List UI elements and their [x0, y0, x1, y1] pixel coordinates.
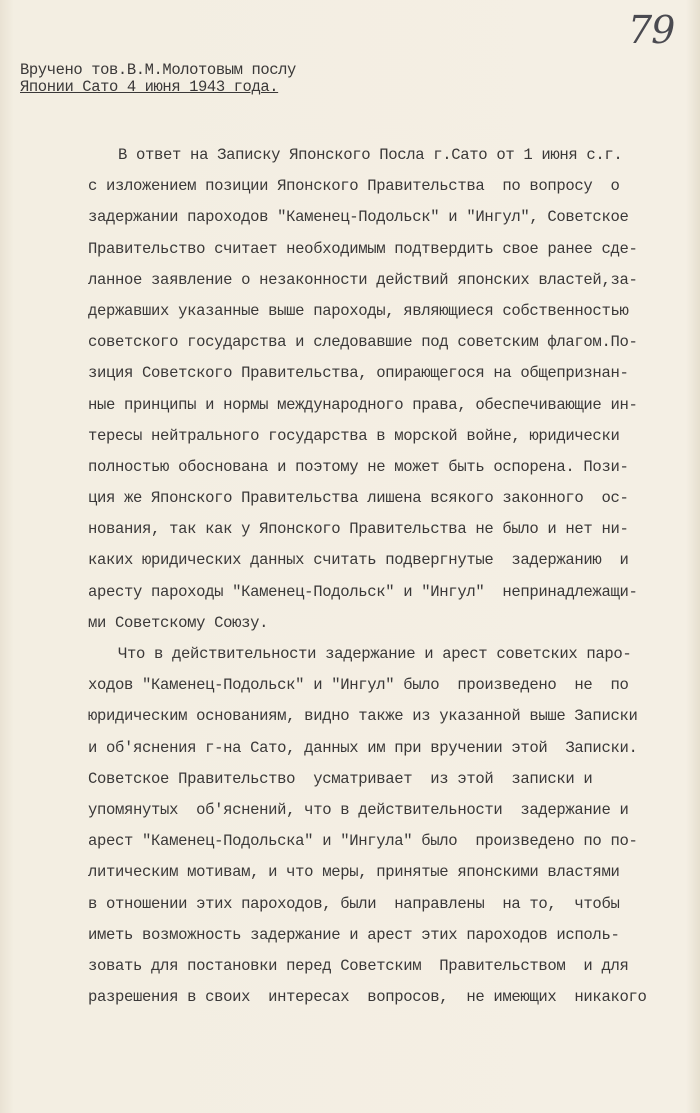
body-line: иметь возможность задержание и арест этих пароходов исполь- [88, 925, 620, 944]
body-line: и об'яснения г-на Сато, данных им при вручении этой Записки. [88, 738, 638, 757]
body-line: нования, так как у Японского Правительства не было и нет ни- [88, 520, 629, 539]
body-line: Советское Правительство усматривает из этой записки и [88, 769, 593, 788]
body-line: ми Советскому Союзу. [88, 613, 269, 632]
body-line: разрешения в своих интересах вопросов, не имеющих никакого [88, 988, 647, 1007]
body-line: зиция Советского Правительства, опирающегося на общепризнан- [88, 364, 629, 383]
body-line: в отношении этих пароходов, были направлены на то, чтобы [88, 894, 620, 913]
body-line: зовать для постановки перед Советским Правительством и для [88, 956, 629, 975]
body-line: юридическим основаниям, видно также из указанной выше Записки [88, 707, 638, 726]
body-line: каких юридических данных считать подвергнутые задержанию и [88, 551, 629, 570]
body-line: ные принципы и нормы международного права, обеспечивающие ин- [88, 395, 638, 414]
page-number: 79 [628, 8, 675, 52]
body-line: ция же Японского Правительства лишена всякого законного ос- [88, 489, 629, 508]
body-line: арест "Каменец-Подольска" и "Ингула" было произведено по по- [88, 832, 638, 851]
body-line: Что в действительности задержание и арест советских паро- [118, 645, 632, 663]
body-line: державших указанные выше пароходы, являющиеся собственностью [88, 301, 629, 320]
body-line: Правительство считает необходимым подтвердить свое ранее сде- [88, 239, 638, 258]
body-line: советского государства и следовавшие под советским флагом.По- [88, 333, 638, 352]
body-line: полностью обоснована и поэтому не может быть оспорена. Пози- [88, 457, 629, 476]
body-line: упомянутых об'яснений, что в действительности задержание и [88, 800, 629, 819]
body-line: литическим мотивам, и что меры, принятые японскими властями [88, 863, 620, 882]
body-line: ланное заявление о незаконности действий японских властей,за- [88, 270, 638, 289]
body-line: аресту пароходы "Каменец-Подольск" и "Ингул" непринадлежащи- [88, 582, 638, 601]
body-line: с изложением позиции Японского Правительства по вопросу о [88, 177, 620, 196]
body-line: тересы нейтрального государства в морской войне, юридически [88, 426, 620, 445]
body-line: задержании пароходов "Каменец-Подольск" и "Ингул", Советское [88, 208, 629, 227]
document-header [20, 62, 340, 96]
body-line: В ответ на Записку Японского Посла г.Сато от 1 июня с.г. [118, 146, 623, 164]
header-line-1: Вручено тов.В.М.Молотовым послу [20, 61, 296, 79]
body-line: ходов "Каменец-Подольск" и "Ингул" было произведено не по [88, 676, 629, 695]
document-body [88, 140, 682, 1013]
header-line-2: Японии Сато 4 июня 1943 года. [20, 78, 279, 96]
